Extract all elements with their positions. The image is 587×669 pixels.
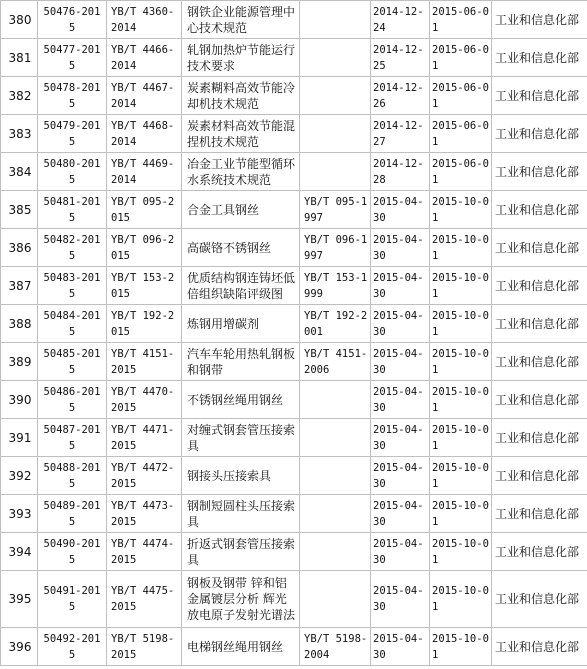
standard-name: 炭素糊料高效节能冷却机技术规范 [182, 77, 300, 115]
replaced-standard: YB/T 4151-2006 [300, 343, 371, 381]
replaced-standard [300, 77, 371, 115]
effective-date: 2015-06-01 [430, 115, 492, 153]
standard-code: YB/T 4469-2014 [107, 153, 182, 191]
plan-number: 50487-2015 [38, 419, 107, 457]
table-row [1, 229, 587, 267]
effective-date: 2015-10-01 [430, 457, 492, 495]
table-row [1, 77, 587, 115]
issue-date: 2014-12-27 [371, 115, 430, 153]
replaced-standard [300, 381, 371, 419]
table-row [1, 153, 587, 191]
row-number: 390 [1, 381, 38, 419]
effective-date: 2015-10-01 [430, 533, 492, 571]
row-number: 385 [1, 191, 38, 229]
issue-date: 2015-04-30 [371, 419, 430, 457]
approving-department: 工业和信息化部 [492, 1, 587, 39]
standard-code: YB/T 4471-2015 [107, 419, 182, 457]
table-row [1, 343, 587, 381]
issue-date: 2014-12-26 [371, 77, 430, 115]
approving-department: 工业和信息化部 [492, 229, 587, 267]
table-row [1, 115, 587, 153]
standard-name: 炼钢用增碳剂 [182, 305, 300, 343]
effective-date: 2015-06-01 [430, 153, 492, 191]
plan-number: 50492-2015 [38, 628, 107, 666]
approving-department: 工业和信息化部 [492, 153, 587, 191]
standard-name: 高碳铬不锈钢丝 [182, 229, 300, 267]
approving-department: 工业和信息化部 [492, 191, 587, 229]
issue-date: 2015-04-30 [371, 628, 430, 666]
row-number: 391 [1, 419, 38, 457]
standard-code: YB/T 4466-2014 [107, 39, 182, 77]
row-number: 381 [1, 39, 38, 77]
effective-date: 2015-10-01 [430, 381, 492, 419]
issue-date: 2015-04-30 [371, 495, 430, 533]
standard-code: YB/T 192-2015 [107, 305, 182, 343]
standard-code: YB/T 4470-2015 [107, 381, 182, 419]
standard-name: 轧钢加热炉节能运行技术要求 [182, 39, 300, 77]
standard-code: YB/T 4475-2015 [107, 571, 182, 628]
approving-department: 工业和信息化部 [492, 628, 587, 666]
row-number: 393 [1, 495, 38, 533]
standard-name: 钢接头压接索具 [182, 457, 300, 495]
effective-date: 2015-10-01 [430, 628, 492, 666]
row-number: 389 [1, 343, 38, 381]
standard-code: YB/T 096-2015 [107, 229, 182, 267]
table-row [1, 39, 587, 77]
effective-date: 2015-06-01 [430, 39, 492, 77]
replaced-standard: YB/T 192-2001 [300, 305, 371, 343]
plan-number: 50476-2015 [38, 1, 107, 39]
row-number: 388 [1, 305, 38, 343]
table-row [1, 267, 587, 305]
standard-code: YB/T 4472-2015 [107, 457, 182, 495]
plan-number: 50486-2015 [38, 381, 107, 419]
issue-date: 2015-04-30 [371, 191, 430, 229]
replaced-standard [300, 419, 371, 457]
approving-department: 工业和信息化部 [492, 457, 587, 495]
row-number: 387 [1, 267, 38, 305]
approving-department: 工业和信息化部 [492, 305, 587, 343]
issue-date: 2015-04-30 [371, 457, 430, 495]
row-number: 383 [1, 115, 38, 153]
table-row [1, 571, 587, 628]
effective-date: 2015-10-01 [430, 419, 492, 457]
standard-name: 折返式钢套管压接索具 [182, 533, 300, 571]
effective-date: 2015-06-01 [430, 1, 492, 39]
issue-date: 2015-04-30 [371, 267, 430, 305]
standard-code: YB/T 4360-2014 [107, 1, 182, 39]
plan-number: 50477-2015 [38, 39, 107, 77]
effective-date: 2015-10-01 [430, 495, 492, 533]
plan-number: 50489-2015 [38, 495, 107, 533]
issue-date: 2014-12-28 [371, 153, 430, 191]
plan-number: 50485-2015 [38, 343, 107, 381]
table-row [1, 305, 587, 343]
table-row [1, 191, 587, 229]
approving-department: 工业和信息化部 [492, 381, 587, 419]
effective-date: 2015-10-01 [430, 229, 492, 267]
plan-number: 50480-2015 [38, 153, 107, 191]
table-row [1, 457, 587, 495]
standard-name: 不锈钢丝绳用钢丝 [182, 381, 300, 419]
effective-date: 2015-10-01 [430, 571, 492, 628]
replaced-standard: YB/T 153-1999 [300, 267, 371, 305]
approving-department: 工业和信息化部 [492, 267, 587, 305]
row-number: 382 [1, 77, 38, 115]
standard-name: 钢铁企业能源管理中心技术规范 [182, 1, 300, 39]
plan-number: 50478-2015 [38, 77, 107, 115]
row-number: 392 [1, 457, 38, 495]
plan-number: 50488-2015 [38, 457, 107, 495]
replaced-standard [300, 533, 371, 571]
effective-date: 2015-10-01 [430, 191, 492, 229]
standard-code: YB/T 4467-2014 [107, 77, 182, 115]
standard-code: YB/T 5198-2015 [107, 628, 182, 666]
issue-date: 2014-12-25 [371, 39, 430, 77]
row-number: 380 [1, 1, 38, 39]
standard-name: 汽车车轮用热轧钢板和钢带 [182, 343, 300, 381]
approving-department: 工业和信息化部 [492, 571, 587, 628]
replaced-standard [300, 39, 371, 77]
plan-number: 50483-2015 [38, 267, 107, 305]
issue-date: 2015-04-30 [371, 305, 430, 343]
table-row [1, 1, 587, 39]
approving-department: 工业和信息化部 [492, 419, 587, 457]
table-row [1, 533, 587, 571]
approving-department: 工业和信息化部 [492, 343, 587, 381]
table-row [1, 628, 587, 666]
issue-date: 2015-04-30 [371, 533, 430, 571]
standard-name: 钢板及钢带 锌和铝金属镀层分析 辉光放电原子发射光谱法 [182, 571, 300, 628]
table-row [1, 495, 587, 533]
table-body [1, 1, 587, 666]
effective-date: 2015-10-01 [430, 267, 492, 305]
issue-date: 2015-04-30 [371, 571, 430, 628]
plan-number: 50491-2015 [38, 571, 107, 628]
plan-number: 50490-2015 [38, 533, 107, 571]
plan-number: 50481-2015 [38, 191, 107, 229]
plan-number: 50482-2015 [38, 229, 107, 267]
standard-code: YB/T 4468-2014 [107, 115, 182, 153]
row-number: 386 [1, 229, 38, 267]
standard-code: YB/T 4474-2015 [107, 533, 182, 571]
standard-name: 对缠式钢套管压接索具 [182, 419, 300, 457]
replaced-standard: YB/T 095-1997 [300, 191, 371, 229]
standard-name: 合金工具钢丝 [182, 191, 300, 229]
standard-name: 钢制短圆柱头压接索具 [182, 495, 300, 533]
approving-department: 工业和信息化部 [492, 39, 587, 77]
replaced-standard [300, 495, 371, 533]
standard-code: YB/T 4151-2015 [107, 343, 182, 381]
effective-date: 2015-10-01 [430, 305, 492, 343]
approving-department: 工业和信息化部 [492, 495, 587, 533]
issue-date: 2015-04-30 [371, 381, 430, 419]
replaced-standard [300, 115, 371, 153]
effective-date: 2015-10-01 [430, 343, 492, 381]
standard-code: YB/T 4473-2015 [107, 495, 182, 533]
effective-date: 2015-06-01 [430, 77, 492, 115]
approving-department: 工业和信息化部 [492, 533, 587, 571]
plan-number: 50479-2015 [38, 115, 107, 153]
standard-code: YB/T 095-2015 [107, 191, 182, 229]
replaced-standard: YB/T 5198-2004 [300, 628, 371, 666]
approving-department: 工业和信息化部 [492, 77, 587, 115]
issue-date: 2014-12-24 [371, 1, 430, 39]
table-row [1, 419, 587, 457]
standard-code: YB/T 153-2015 [107, 267, 182, 305]
standard-name: 炭素材料高效节能混捏机技术规范 [182, 115, 300, 153]
replaced-standard [300, 457, 371, 495]
replaced-standard [300, 571, 371, 628]
approving-department: 工业和信息化部 [492, 115, 587, 153]
plan-number: 50484-2015 [38, 305, 107, 343]
issue-date: 2015-04-30 [371, 343, 430, 381]
standard-name: 优质结构钢连铸坯低倍组织缺陷评级图 [182, 267, 300, 305]
replaced-standard [300, 153, 371, 191]
issue-date: 2015-04-30 [371, 229, 430, 267]
table-row [1, 381, 587, 419]
row-number: 396 [1, 628, 38, 666]
row-number: 395 [1, 571, 38, 628]
replaced-standard: YB/T 096-1997 [300, 229, 371, 267]
replaced-standard [300, 1, 371, 39]
standard-name: 电梯钢丝绳用钢丝 [182, 628, 300, 666]
row-number: 394 [1, 533, 38, 571]
row-number: 384 [1, 153, 38, 191]
standard-name: 冶金工业节能型循环水系统技术规范 [182, 153, 300, 191]
